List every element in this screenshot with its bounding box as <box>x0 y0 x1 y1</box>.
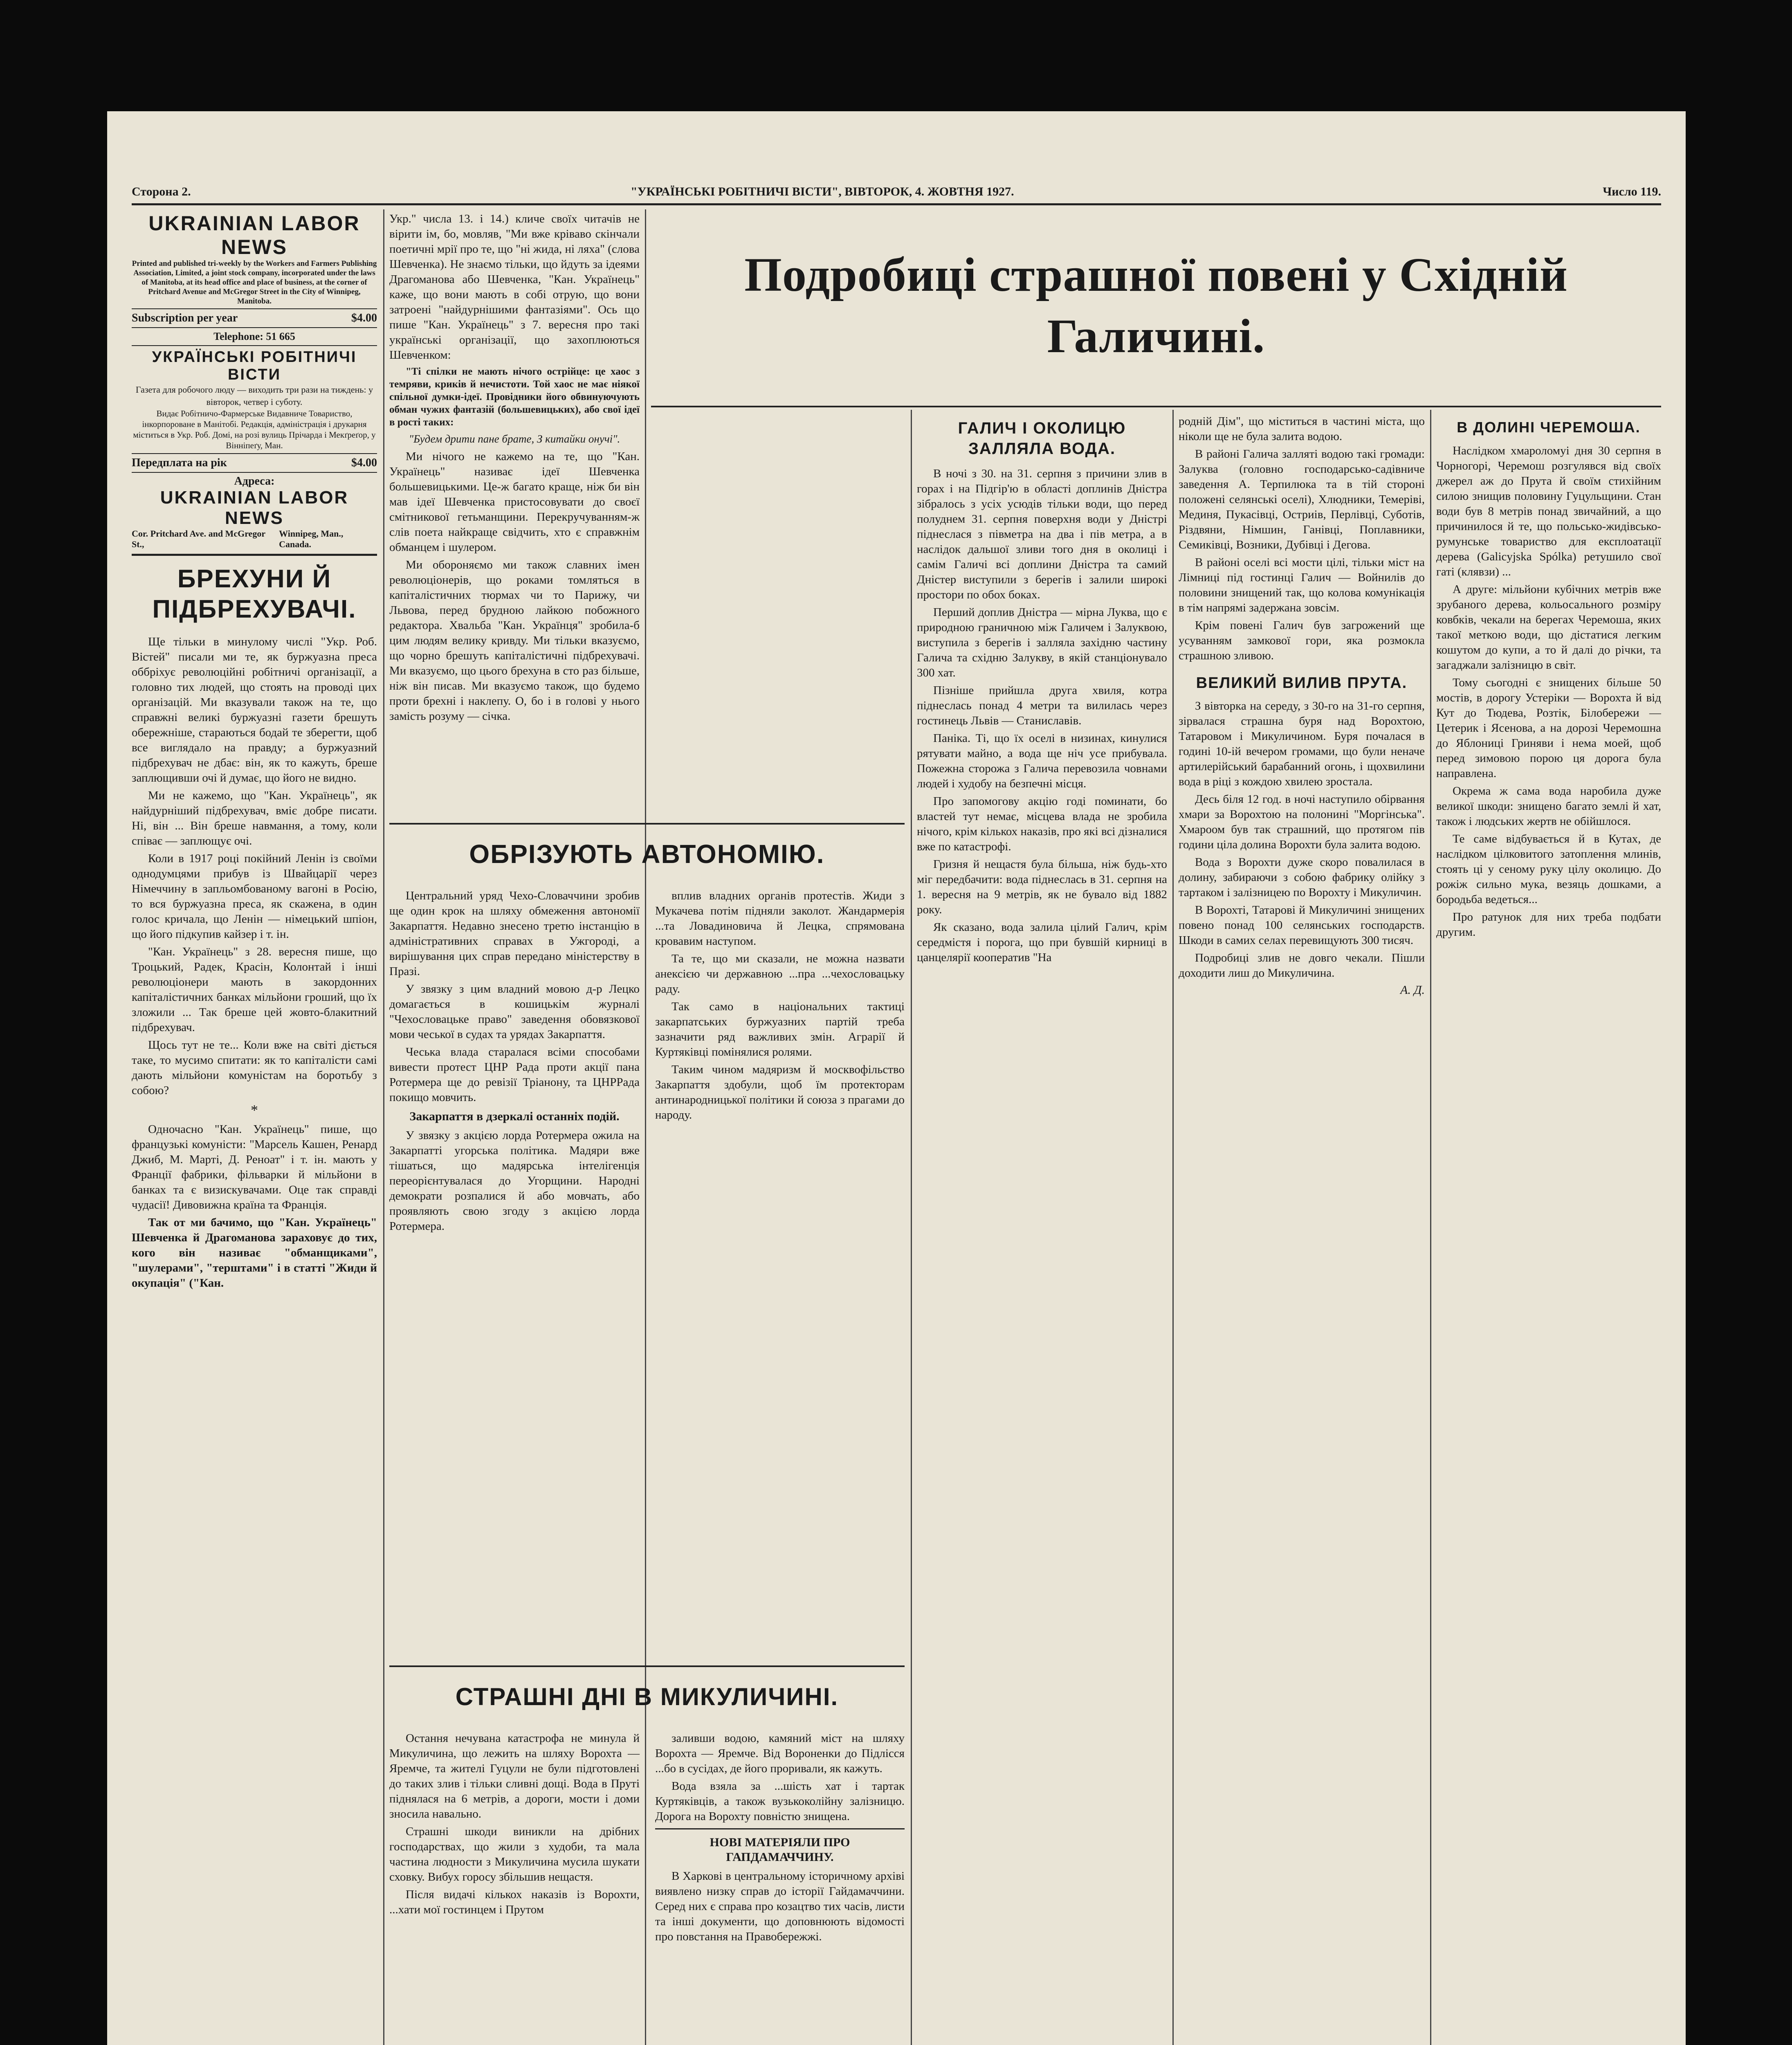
article-paragraph: родній Дім", що міститься в частині міста, що ніколи ще не була залита водою. <box>1179 415 1425 443</box>
page-number: Сторона 2. <box>132 185 191 198</box>
article-paragraph: Ще тільки в минулому числі "Укр. Роб. Вістей" писали ми те, як буржуазна преса оббріхує революційні робітничі організації, а головно тих людей, що стоять на проводі цих організацій. Ми вказували також на те, що справжні великі буржуазні газети брешуть обережніше, стараються бодай те зберегти, щоб все виглядало на правду; а буржуазний підбрехувач не дбає: він, як то кажуть, бреше заплющивши очі й думає, що його не видно. <box>132 635 377 784</box>
article-paragraph: Ми обороняємо ми також славних імен революціонерів, що роками томляться в капіталістичних тюрмах чи то Парижу, чи Львова, перед брудною лайкою побожного редактора. Хвальба "Кан. Українця" зробила-б цим людям велику кривду. Ми тільки вказуємо, що чорно брешуть капіталістичні підбрехувачі. Ми вказуємо, що цього брехуна в сто раз більше, ніж він писав. Ми вказуємо також, що будемо проти брехні і наклепу. О, бо і в голові у нього замість розуму — січка. <box>389 558 640 723</box>
article-headline: БРЕХУНИ Й ПІДБРЕХУВАЧІ. <box>152 565 357 623</box>
article-paragraph: Гризня й нещастя була більша, ніж будь-хто міг передбачити: вода піднеслась в 31. серпня на 1. вересня на 9 метрів, як не бувало від 1882 року. <box>917 858 1167 916</box>
article-paragraph: Томy сьогодні є знищених більше 50 мостів, в дорогу Устеріки — Ворохта й від Кут до Тюдева, Розтік, Білобережи — Цетерик і Ясенова, а на дорозі Черемошна до Яблониці Гриняви і нема моей, щоб перед зимовою порою ця дорога була направлена. <box>1436 676 1661 780</box>
prepay-label: Передплата на рік <box>132 456 227 469</box>
article-paragraph: Про ратунок для них треба подбати другим. <box>1436 910 1661 939</box>
article-paragraph: Так само в національних тактиці закарпатських буржуазних партій треба зазначити ряд важливих змін. Аграрії й Куртяківці помінялися ролями. <box>655 1000 905 1058</box>
article-paragraph: Десь біля 12 год. в ночі наступило обірвання хмари за Ворохтою на полонині "Моргінська". Хмароом був так страшний, що протягом пів години ціла долина Ворохти була залита водою. <box>1179 793 1425 851</box>
article-rule <box>389 1665 905 1667</box>
article-paragraph: Страшні шкоди виникли на дрібних господарствах, що жили з худоби, та мала частина людности з Микуличина мусила шукати сховку. Вибух горосу збільшив нещастя. <box>389 1825 640 1883</box>
column-4 <box>917 414 1167 2045</box>
article-paragraph: Центральний уряд Чехо-Словаччини зробив ще один крок на шляху обмеження автономії Закарпаття. Недавно знесено третю інстанцію в адміністративних справах в Ужгороді, а вирішування цих справ передано міністерству в Празі. <box>389 889 640 978</box>
section-divider: * <box>251 1102 258 1118</box>
author-signature: А. Д. <box>1400 983 1425 997</box>
subheading: НОВІ МАТЕРІЯЛИ ПРО ГАПДАМАЧЧИНУ. <box>655 1828 905 1865</box>
article-paragraph: В Ворохті, Татарові й Микуличині знищених повено понад 100 селянських господарств. Шкоди в самих селах перевищують 300 тисяч. <box>1179 903 1425 947</box>
article-paragraph: Чеська влада старалася всіми способами вивести протест ЦНР Рада проти акції пана Ротермера ще до ревізії Тріанону, та ЦНРРада покищо мовчить. <box>389 1045 640 1104</box>
article-paragraph: Про запомогову акцію годі поминати, бо властей тут немає, місцева влада не зробила нічого, крім кількох наказів, про які всі дізналися вже по катастрофі. <box>917 795 1167 853</box>
masthead-publisher-en: Printed and published tri-weekly by the Workers and Farmers Publishing Association, Limited, a joint stock company, incorporated under the laws of Manitoba, at its head office and place of business, at the corner of Pritchard Avenue and McGregor Street in the City of Winnipeg, Manitoba. <box>132 259 377 306</box>
poem-quote: "Будем дрити пане брате, З китайки онучі". <box>409 433 620 445</box>
article-paragraph: Вода з Ворохти дуже скоро повалилася в долину, забираючи з собою фабрику олійку з тартаком і залізницею по Ворохту і Микуличин. <box>1179 856 1425 899</box>
article-paragraph: Наслідком хмароломуі дня 30 серпня в Чорногорі, Черемош розгулявся від своїх джерел аж до Прута й своїм стихійним силою знищив половину Гуцульщини. Стан води був 8 метрів понад звичайний, а що причинилося й те, що польсько-жидівсько-румунське товариство для експлоатації дерева (Galicyjska Spólka) ретушило свої гаті (клявзи) ... <box>1436 444 1661 578</box>
masthead-name-uk: УКРАЇНСЬКІ РОБІТНИЧІ ВІСТИ <box>152 348 357 383</box>
subscription-label: Subscription per year <box>132 312 238 324</box>
article-paragraph: вплив владних органів протестів. Жиди з Мукачева потім підняли заколот. Жандармерія ...та Ловадиновича й Лецка, спрямована кровавим наступом. <box>655 889 905 948</box>
article-paragraph: Подробиці злив не довго чекали. Пішли доходити лиш до Микуличина. <box>1179 951 1425 980</box>
subheading-galych: ГАЛИЧ І ОКОЛИЦЮ ЗАЛЛЯЛА ВОДА. <box>958 419 1126 458</box>
article-paragraph: Пізніше прийшла друга хвиля, котра піднеслась понад 4 метри та вилилась через гостинець Львів — Станиславів. <box>917 684 1167 727</box>
article-paragraph: Після видачі кількох наказів із Ворохти, ...хати мої гостинцем і Прутом <box>389 1888 640 1916</box>
article-paragraph: Як сказано, вода залила цілий Галич, крім середмістя і порога, що при бувшій кирниці в цанцелярії кооператив "На <box>917 921 1167 964</box>
column-1 <box>132 211 377 2045</box>
article-paragraph: Остання нечувана катастрофа не минула й Микуличина, що лежить на шляху Ворохта — Яремче, та жителі Гуцули не були підготовлені до таких злив і тільки сливні дощі. Вода в Пруті піднялася на 6 метрів, а дороги, мости і доми зносила навально. <box>389 1732 640 1820</box>
column-5 <box>1179 414 1425 2045</box>
article-paragraph: У звязку з цим владний мовою д-р Лецко домагається в кошицькім журналі "Чехословацьке право" заведення обовязкової мови чеської в судах та урядах Закарпаття. <box>389 982 640 1041</box>
subheading-cheremosh: В ДОЛИНІ ЧЕРЕМОША. <box>1457 419 1641 436</box>
address-label: Адреса: <box>234 475 275 488</box>
article-paragraph: заливши водою, камяний міст на шляху Ворохта — Яремче. Від Вороненки до Підлісся ...бо в сусідах, де його проривали, як кажуть. <box>655 1732 905 1775</box>
article-paragraph: Вода взяла за ...шість хат і тартак Куртяківців, а також вузькоколійну залізницю. Дорога на Ворохту повністю знищена. <box>655 1780 905 1823</box>
article-paragraph: Так от ми бачимо, що "Кан. Українець" Шевченка й Драгоманова зараховує до тих, кого він називає "обманщиками", "шулерами", "терштами" і в статті "Жиди й окупація" ("Кан. <box>132 1216 377 1290</box>
headline-rule <box>651 406 1661 407</box>
subscription-price: $4.00 <box>351 312 377 324</box>
issue-title: "УКРАЇНСЬКІ РОБІТНИЧІ ВІСТИ", ВІВТОРОК, 4. ЖОВТНЯ 1927. <box>631 185 1014 198</box>
article-paragraph: "Кан. Українець" з 28. вересня пише, що Троцький, Радек, Красін, Колонтай і інші революціонери мають в закордонних капіталістичних банках мільйони гроший, що їх зложили ... Так бреше цей жовто-блакитний підбрехувач. <box>132 945 377 1034</box>
address-city: Winnipeg, Man., Canada. <box>279 528 344 549</box>
column-rule <box>383 209 384 2045</box>
article-paragraph: Укр." числа 13. і 14.) кличе своїх читачів не вірити ім, бо, мовляв, "Ми вже кріваво скінчали поетичні мрії про те, що "ні жида, ні ляха" (слова Шевченка). Не знаємо тільки, що йдуть за ідеями Драгоманова або Шевченка, "Кан. Українець" каже, що вони мають в собі отрую, що вони затроені "найдурнішими фантазіями". Ось що пише "Кан. Українець" з 7. вересня про такі українські організації, що захоплюються Шевченком: <box>389 212 640 362</box>
telephone: Telephone: 51 665 <box>213 330 295 342</box>
autonomy-headline: ОБРІЗУЮТЬ АВТОНОМІЮ. <box>469 839 825 869</box>
article-paragraph: У звязку з акцією лорда Ротермера ожила на Закарпатті угорська політика. Мадяри вже тішаться, що мадярська інтелігенція переорієнтувалася до Угорщини. Народні демократи розпалися й або мовчать, або проявляють свою згоду з акцією лорда Ротермера. <box>389 1129 640 1233</box>
article-paragraph: Ми нічого не кажемо на те, що "Кан. Українець" називає ідеї Шевченка большевицькими. Це-ж багато краще, ніж би він мав ідеї Шевченка пристосовувати до своєї смітникової гетьманщини. Перекручуванням-ж слів поета найкраще свідчить, хто є справжнім обманцем і шулером. <box>389 450 640 554</box>
article-paragraph: Щось тут не те... Коли вже на світі діється таке, то мусимо спитати: як то капіталісти самі дають мільйони комуністам на боротьбу з собою? <box>132 1038 377 1097</box>
prepay-row <box>132 456 377 470</box>
subheading-prut: ВЕЛИКИЙ ВИЛИВ ПРУТА. <box>1196 674 1408 692</box>
article-paragraph: В районі Галича залляті водою такі громади: Залуква (головно господарсько-садівниче заведення А. Терпилюка та в тій стороні положені селянські оселі), Хлюдники, Темеріві, Мединя, Пукасівці, Остриів, Перлівці, Суботів, Різдвяни, Німшин, Ганівці, Поплавники, Семиківці, Возники, Дубівці і Дегова. <box>1179 447 1425 551</box>
address-row <box>132 528 377 550</box>
column-6 <box>1436 414 1661 2045</box>
column-rule <box>911 410 912 2045</box>
article-paragraph: Те саме відбувається й в Кутах, де наслідком цілковитого затоплення млинів, стоять ці у сеному руку цілу околицю. До рожіж сильно мука, везяць дошками, а бородьба ведеться... <box>1436 832 1661 906</box>
article-paragraph: Та те, що ми сказали, не можна назвати анексією чи державною ...пра ...чехословацьку раду. <box>655 952 905 996</box>
article-rule <box>389 823 905 825</box>
newspaper-page <box>107 111 1686 2045</box>
subscription-row <box>132 312 377 325</box>
article-paragraph: Коли в 1917 році покійний Ленін із своїми однодумцями прибув із Швайцарії через Німеччину в запльомбованому вагоні в Росію, то вся буржуазна преса, як скажена, в один голос кричала, що Ленін — німецький шпіон, що його підкупив кайзер і т. ін. <box>132 852 377 941</box>
issue-number: Число 119. <box>1603 185 1661 198</box>
autonomy-right <box>655 888 905 1125</box>
subheading: Закарпаття в дзеркалі останніх подій. <box>409 1110 620 1123</box>
article-paragraph: Ми не кажемо, що "Кан. Українець", як найдурніший підбрехувач, вміє добре писати. Ні, він ... Він бреше навмання, а тому, коли співає — заплющує очі. <box>132 789 377 847</box>
article-paragraph: А друге: мільйони кубічних метрів вже зрубаного дерева, кольосального розміру ковбків, чекали на берегах Черемоша, яких такої меткою води, що дістатися легким кошутом до купи, а то й далі до річки, та загаджали залізницю в світ. <box>1436 583 1661 672</box>
article-paragraph: Таким чином мадяризм й москвофільство Закарпаття здобули, щоб їм протекторам антинародницької політики й союза з прагами до народу. <box>655 1063 905 1121</box>
article-paragraph: З вівторка на середу, з 30-го на 31-го серпня, зірвалася страшна буря над Ворохтою, Татаровом і Микуличином. Буря почалася в годині 10-ій вечером громами, що були неначе артилерійський барабанний огонь, і щохвилини вода в ріці з кождою хвилею зростала. <box>1179 699 1425 788</box>
mykulychyn-right <box>655 1731 905 1947</box>
article-paragraph: В ночі з 30. на 31. серпня з причини злив в горах і на Підгір'ю в області доплинів Дністра зібралось з усіх усюдів тільки води, що перед полуднем 31. серпня поверхня води у Дністрі піднеслася з півметра на два і пів метра, а в наслідок дальшої зливи того дня в околиці і самім Галичі всі доплини Дністра та самий Дністер виступили з берегів і залили широкі простори по обох боках. <box>917 467 1167 601</box>
header-rule <box>132 203 1661 205</box>
page-header <box>132 185 1661 205</box>
autonomy-article <box>389 823 905 1653</box>
prepay-price: $4.00 <box>351 456 377 469</box>
address-street: Cor. Pritchard Ave. and McGregor St., <box>132 528 265 549</box>
flood-headline: Подробиці страшної повені у Східній Галичині. <box>744 248 1568 363</box>
article-paragraph: Окрема ж сама вода наробила дуже великої шкоди: знищено багато землі й хат, також і людських жертв не обійшлося. <box>1436 784 1661 828</box>
article-paragraph: В районі оселі всі мости цілі, тільки міст на Лімниці під гостинці Галич — Войнилів до половини знищений так, що колова комунікація в тім напрямі задержана зовсім. <box>1179 556 1425 614</box>
article-paragraph: Крім повені Галич був загрожений ще усуванням замкової гори, яка розмокла страшною зливою. <box>1179 619 1425 662</box>
flood-headline-block <box>651 220 1661 404</box>
article-paragraph: Перший доплив Дністра — мірна Луква, що є природною граничною між Галичем і Залуквою, виступила з берегів і залляла західню частину Галича та східню Залукву, в якій станціонувало 300 хат. <box>917 606 1167 679</box>
mykulychyn-left <box>389 1731 640 1920</box>
article-paragraph: Паніка. Ті, що їх оселі в низинах, кинулися рятувати майно, а вода ще ніч усе прибувала. Пожежна сторожа з Галича перевозила човнами людей і худобу на безпечні місця. <box>917 732 1167 790</box>
masthead-publisher-uk: Видає Робітничо-Фармерське Видавниче Товариство, інкорпороване в Манітобі. Редакція, адміністрація і друкарня міститься в Укр. Роб. Домі, на розі вулиць Прічарда і Мекґреґор, у Вінніпеґу, Ман. <box>133 409 376 450</box>
masthead-name-en: UKRAINIAN LABOR NEWS <box>148 212 360 258</box>
column-rule <box>1430 410 1431 2045</box>
mykulychyn-headline: СТРАШНІ ДНІ В МИКУЛИЧИНІ. <box>455 1683 839 1710</box>
autonomy-left <box>389 888 640 1236</box>
masthead-frequency-uk: Газета для робочого люду — виходить три рази на тиждень: у вівторок, четвер і суботу. <box>135 384 373 407</box>
mykulychyn-article <box>389 1665 905 2045</box>
quote-paragraph: "Ті спілки не мають нічого острійце: це хаос з темряви, криків й нечистоти. Той хаос не має ніякої спільної думки-ідеї. Провідники його обвинуючують обман чужих фантазій (большевицьких), або свої ідеї в рості таких: <box>389 366 640 428</box>
address-name: UKRAINIAN LABOR NEWS <box>160 488 349 528</box>
article-paragraph: Одночасно "Кан. Українець" пише, що французькі комуністи: "Марсель Кашен, Ренард Джиб, М. Марті, Д. Реноат" і т. ін. мають у Франції фабрики, фільварки й мільйони в банках та є визискувачами. Оце так справді чудасії! Дивовижна країна та Франція. <box>132 1123 377 1211</box>
column-rule <box>1172 410 1174 2045</box>
article-paragraph: В Харкові в центральному історичному архіві виявлено низку справ до історії Гайдамаччини. Серед них є справа про козацтво тих часів, листи та інші документи, що доповнюють відомості про повстання на Правобережжі. <box>655 1870 905 1943</box>
